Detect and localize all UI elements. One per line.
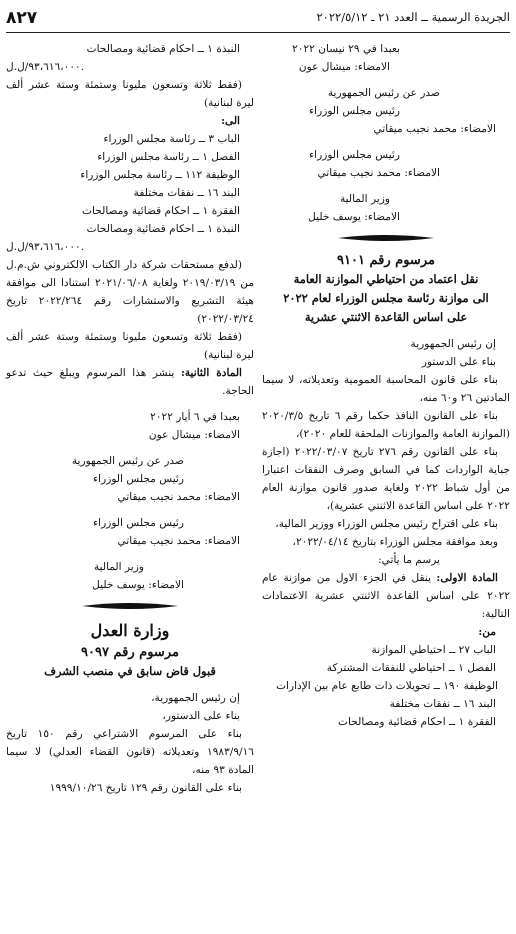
preamble-paragraph: بناء على قانون المحاسبة العمومية وتعديلاته، لا سيما المادتين ٢٦ و٦٠ منه، [262,374,510,404]
article-2 [6,364,254,400]
pm-title-2: رئيس مجلس الوزراء [309,149,400,161]
decree-subtitle: قبول قاض سابق في منصب الشرف [44,664,216,678]
preamble-paragraph: بناء على القانون النافذ حكما رقم ٦ تاريخ ٢٠٢٠/٣/٥ (الموازنة العامة والموازنات الملحقة للعام ٢٠٢٠)، [262,410,510,440]
signing-date: بعبدا في ٢٩ نيسان ٢٠٢٢ [292,43,400,55]
budget-line: الفقرة ١ ــ احكام قضائية ومصالحات [338,716,496,728]
budget-line: الوظيفة ١٩٠ ــ تحويلات ذات طابع عام بين الإدارات [276,680,498,692]
decree-subtitle-line: نقل اعتماد من احتياطي الموازنة العامة [293,272,479,286]
issued-by-president: صدر عن رئيس الجمهورية [71,455,184,467]
preamble-paragraph: بناء على اقتراح رئيس مجلس الوزراء ووزير المالية، [275,518,498,530]
pm-title: رئيس مجلس الوزراء [309,105,400,117]
page-number: ٨٢٧ [6,8,38,28]
preamble-line: بناء على الدستور [421,356,496,368]
issued-by-president: صدر عن رئيس الجمهورية [327,87,440,99]
decree-enactment: يرسم ما يأتي: [378,554,440,566]
section-divider [82,600,178,612]
article-2-text: ينشر هذا المرسوم ويبلغ حيث تدعو الحاجة. [6,367,254,397]
signature-pm: الامضاء: محمد نجيب ميقاتي [117,491,240,503]
signature-president: الامضاء: ميشال عون [298,61,390,73]
pm-title: رئيس مجلس الوزراء [93,473,184,485]
budget-line: الفصل ١ ــ رئاسة مجلس الوزراء [97,151,240,163]
preamble-line: بناء على الدستور، [162,710,240,722]
amount-figure: ٩٣،٦١٦،٠٠٠/ل.ل. [6,241,85,253]
gazette-issue-line: الجريدة الرسمية ــ العدد ٢١ ـ ٢٠٢٢/٥/١٢ [316,10,510,24]
article-2-label: المادة الثانية: [180,367,242,379]
budget-line: البند ١٦ ــ نفقات مختلفة [133,187,240,199]
signature-finance-minister: الامضاء: يوسف خليل [308,211,400,223]
preamble-paragraph: بناء على القانون رقم ١٢٩ تاريخ ١٩٩٩/١٠/٢٦ [49,782,242,794]
amount-in-words: (فقط ثلاثة وتسعون مليونا وستمئة وستة عشر ألف ليرة لبنانية) [6,79,254,109]
ministry-title: وزارة العدل [90,621,170,640]
decree-title: مرسوم رقم ٩١٠١ [337,253,435,268]
signature-pm: الامضاء: محمد نجيب ميقاتي [373,123,496,135]
signature-pm-2: الامضاء: محمد نجيب ميقاتي [117,535,240,547]
budget-line: النبذة ١ ــ احكام قضائية ومصالحات [86,223,240,235]
preamble-paragraph: وبعد موافقة مجلس الوزراء بتاريخ ٢٠٢٢/٠٤/١٤، [292,536,498,548]
budget-line: الفصل ١ ــ احتياطي للنفقات المشتركة [326,662,496,674]
article-1-text: ينقل في الجزء الاول من موازنة عام ٢٠٢٢ على اساس القاعدة الاثنتي عشرية الاعتمادات التالية: [262,572,510,620]
left-column [6,40,254,797]
budget-line: الباب ٢٧ ــ احتياطي الموازنة [371,644,496,656]
preamble-line: إن رئيس الجمهورية، [151,692,240,704]
amount-figure: ٩٣،٦١٦،٠٠٠/ل.ل. [6,61,85,73]
decree-title: مرسوم رقم ٩٠٩٧ [81,645,179,660]
budget-line: الفقرة ١ ــ احكام قضائية ومصالحات [82,205,240,217]
signature-president: الامضاء: ميشال عون [148,429,240,441]
right-column [262,40,510,731]
from-label: من: [478,626,496,638]
decree-subtitle-line: على اساس القاعدة الاثنتي عشرية [304,310,468,324]
article-1-label: المادة الاولى: [436,572,498,584]
page-header [6,8,510,33]
signature-finance-minister: الامضاء: يوسف خليل [92,579,184,591]
to-label: الى: [221,115,240,127]
budget-line: الوظيفة ١١٢ ــ رئاسة مجلس الوزراء [80,169,240,181]
preamble-paragraph: بناء على القانون رقم ٢٧٦ تاريخ ٢٠٢٢/٠٣/٠٧ (اجازة جباية الواردات كما في السابق وصرف النفقات اعتبارا من أول شباط ٢٠٢٢ ولغاية صدور قانون موازنة العام ٢٠٢٢ على اساس القاعدة الاثنتي عشرية)، [262,446,510,512]
budget-line: البند ١٦ ــ نفقات مختلفة [389,698,496,710]
article-1 [262,569,510,623]
preamble-paragraph: بناء على المرسوم الاشتراعي رقم ١٥٠ تاريخ ١٩٨٣/٩/١٦ وتعديلاته (قانون القضاء العدلي) لا سيما المادة ٩٣ منه، [6,728,254,776]
decree-subtitle-line: الى موازنة رئاسة مجلس الوزراء لعام ٢٠٢٢ [283,291,489,305]
payment-purpose: (لدفع مستحقات شركة دار الكتاب الالكتروني ش.م.ل من ٢٠١٩/٠٣/١٩ ولغاية ٢٠٢١/٠٦/٠٨ استنادا الى موافقة هيئة التشريع والاستشارات رقم ٢٠٢٢/٢٦٤ تاريخ ٢٠٢٢/٠٣/٢٤) [6,259,254,325]
budget-line: الباب ٣ ــ رئاسة مجلس الوزراء [103,133,240,145]
amount-in-words: (فقط ثلاثة وتسعون مليونا وستمئة وستة عشر ألف ليرة لبنانية) [6,331,254,361]
signing-date: بعبدا في ٦ أيار ٢٠٢٢ [150,411,240,423]
section-divider [338,232,434,244]
signature-pm-2: الامضاء: محمد نجيب ميقاتي [317,167,440,179]
finance-minister-title: وزير المالية [93,561,144,573]
finance-minister-title: وزير المالية [339,193,390,205]
budget-line: النبذة ١ ــ احكام قضائية ومصالحات [86,43,240,55]
preamble-line: إن رئيس الجمهورية [410,338,496,350]
pm-title-2: رئيس مجلس الوزراء [93,517,184,529]
